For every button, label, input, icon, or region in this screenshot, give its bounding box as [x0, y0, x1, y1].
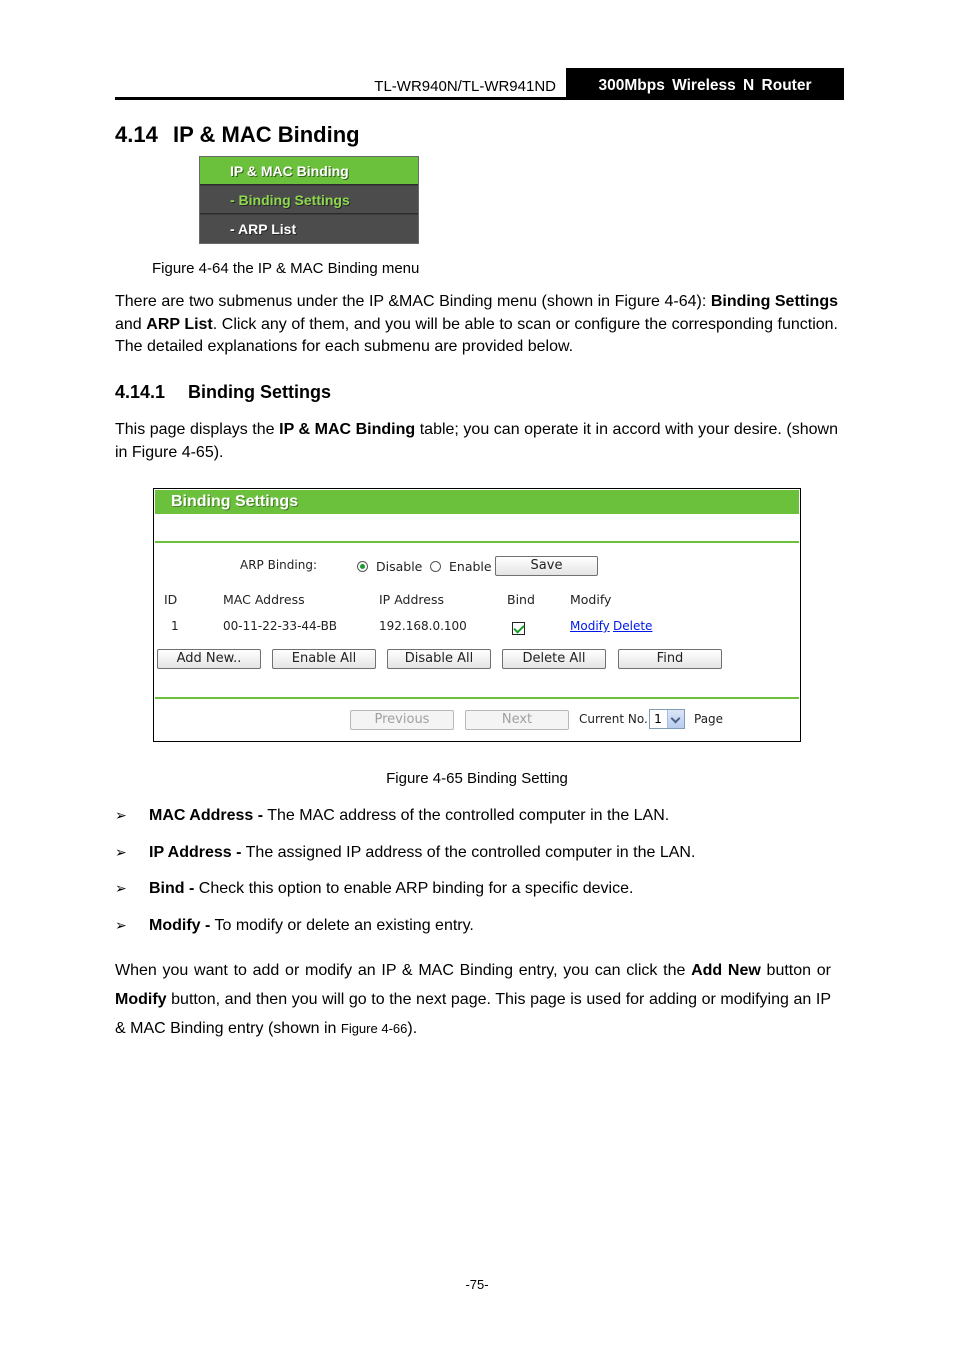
row-mac: 00-11-22-33-44-BB	[223, 619, 338, 633]
para3-text-1: When you want to add or modify an IP & MAC Binding entry, you can click the	[115, 962, 692, 979]
page-select[interactable]	[649, 709, 685, 729]
panel-title: Binding Settings	[155, 490, 799, 514]
radio-disable-label: Disable	[376, 559, 423, 574]
para3-bold-1: Add New	[691, 962, 761, 979]
para3-bold-2: Modify	[115, 991, 167, 1008]
arp-binding-label: ARP Binding:	[240, 558, 317, 572]
figure-reference: Figure 4-66	[340, 1021, 408, 1036]
radio-enable[interactable]	[430, 561, 441, 572]
binding-settings-panel	[153, 488, 801, 742]
delete-link[interactable]: Delete	[613, 619, 653, 633]
col-header-modify: Modify	[570, 592, 612, 607]
disable-all-button[interactable]: Disable All	[387, 649, 491, 669]
bullet-arrow-icon: ➢	[115, 880, 127, 896]
row-ip: 192.168.0.100	[379, 619, 467, 633]
section-number: 4.14	[115, 122, 158, 147]
header-rule	[115, 97, 844, 100]
page-select-value: 1	[654, 711, 662, 726]
header-model: TL-WR940N/TL-WR941ND	[374, 78, 556, 95]
bullet-term: Modify -	[149, 917, 211, 934]
para2-text-1: This page displays the	[115, 421, 280, 438]
para1-bold-1: Binding Settings	[710, 293, 838, 310]
page-label: Page	[694, 712, 724, 726]
modify-link[interactable]: Modify	[570, 619, 610, 633]
bullet-term: Bind -	[149, 880, 195, 897]
header-product: 300Mbps Wireless N Router	[566, 68, 844, 99]
binding-menu	[199, 156, 419, 244]
panel-divider-bottom	[155, 697, 799, 699]
para3-text-4: ).	[407, 1020, 418, 1037]
bullet-text	[149, 917, 474, 935]
next-button[interactable]: Next	[465, 710, 569, 730]
figure-64-caption: Figure 4-64 the IP & MAC Binding menu	[152, 260, 420, 277]
para1-text-2: and	[115, 315, 147, 333]
section-title: IP & MAC Binding	[173, 122, 360, 147]
add-new-button[interactable]: Add New..	[157, 649, 261, 669]
bullet-desc: To modify or delete an existing entry.	[210, 917, 474, 934]
subsection-heading	[115, 382, 331, 403]
bullet-desc: The MAC address of the controlled computer in the LAN.	[263, 807, 670, 824]
figure-65-caption: Figure 4-65 Binding Setting	[386, 770, 568, 787]
subsection-number: 4.14.1	[115, 382, 166, 402]
para3-text-2: button or	[760, 962, 831, 979]
menu-item-binding-settings[interactable]: - Binding Settings	[200, 186, 418, 214]
bullet-arrow-icon: ➢	[115, 844, 127, 860]
bullet-text	[149, 807, 669, 825]
bullet-term: IP Address -	[149, 844, 242, 861]
menu-item-arp-list[interactable]: - ARP List	[200, 215, 418, 243]
para1-text-1: There are two submenus under the IP &MAC Binding menu (shown in Figure 4-64):	[115, 293, 711, 310]
previous-button[interactable]: Previous	[350, 710, 454, 730]
col-header-mac: MAC Address	[223, 592, 305, 607]
paragraph-add-modify	[115, 956, 831, 1043]
menu-item-ip-mac-binding[interactable]: IP & MAC Binding	[200, 157, 418, 185]
delete-all-button[interactable]: Delete All	[502, 649, 606, 669]
bullet-desc: The assigned IP address of the controlled computer in the LAN.	[241, 844, 696, 861]
subsection-title: Binding Settings	[188, 382, 331, 402]
row-id: 1	[171, 619, 179, 633]
find-button[interactable]: Find	[618, 649, 722, 669]
bullet-arrow-icon: ➢	[115, 917, 127, 933]
paragraph-binding-intro	[115, 419, 838, 464]
radio-disable[interactable]	[357, 561, 368, 572]
row-bind-checkbox[interactable]	[512, 622, 525, 635]
radio-enable-label: Enable	[449, 559, 492, 574]
panel-divider-top	[155, 541, 799, 543]
bullet-desc: Check this option to enable ARP binding for a specific device.	[194, 880, 634, 897]
para3-text-3: button, and then you will go to the next page. This page is used for adding or modifying an IP & MAC Binding entry (shown in	[115, 991, 831, 1037]
section-heading	[115, 122, 360, 148]
page-number: -75-	[465, 1277, 489, 1292]
col-header-id: ID	[164, 592, 178, 607]
para1-bold-2: ARP List	[146, 315, 213, 333]
para1-text-3: . Click any of them, and you will be able to scan or configure the corresponding function. The detailed explanations for each submenu are provided below.	[115, 315, 839, 355]
col-header-bind: Bind	[507, 592, 535, 607]
bullet-term: MAC Address -	[149, 807, 264, 824]
para2-bold-1: IP & MAC Binding	[279, 421, 416, 438]
chevron-down-icon	[667, 710, 684, 728]
bullet-arrow-icon: ➢	[115, 807, 127, 823]
bullet-text	[149, 880, 633, 898]
para2-text-2: table; you can operate it in accord with your desire. (shown in Figure 4-65).	[115, 421, 838, 461]
save-button[interactable]: Save	[495, 556, 598, 576]
bullet-text	[149, 844, 695, 862]
enable-all-button[interactable]: Enable All	[272, 649, 376, 669]
col-header-ip: IP Address	[379, 592, 444, 607]
current-no-label: Current No.	[579, 712, 648, 726]
paragraph-submenus	[115, 291, 838, 359]
